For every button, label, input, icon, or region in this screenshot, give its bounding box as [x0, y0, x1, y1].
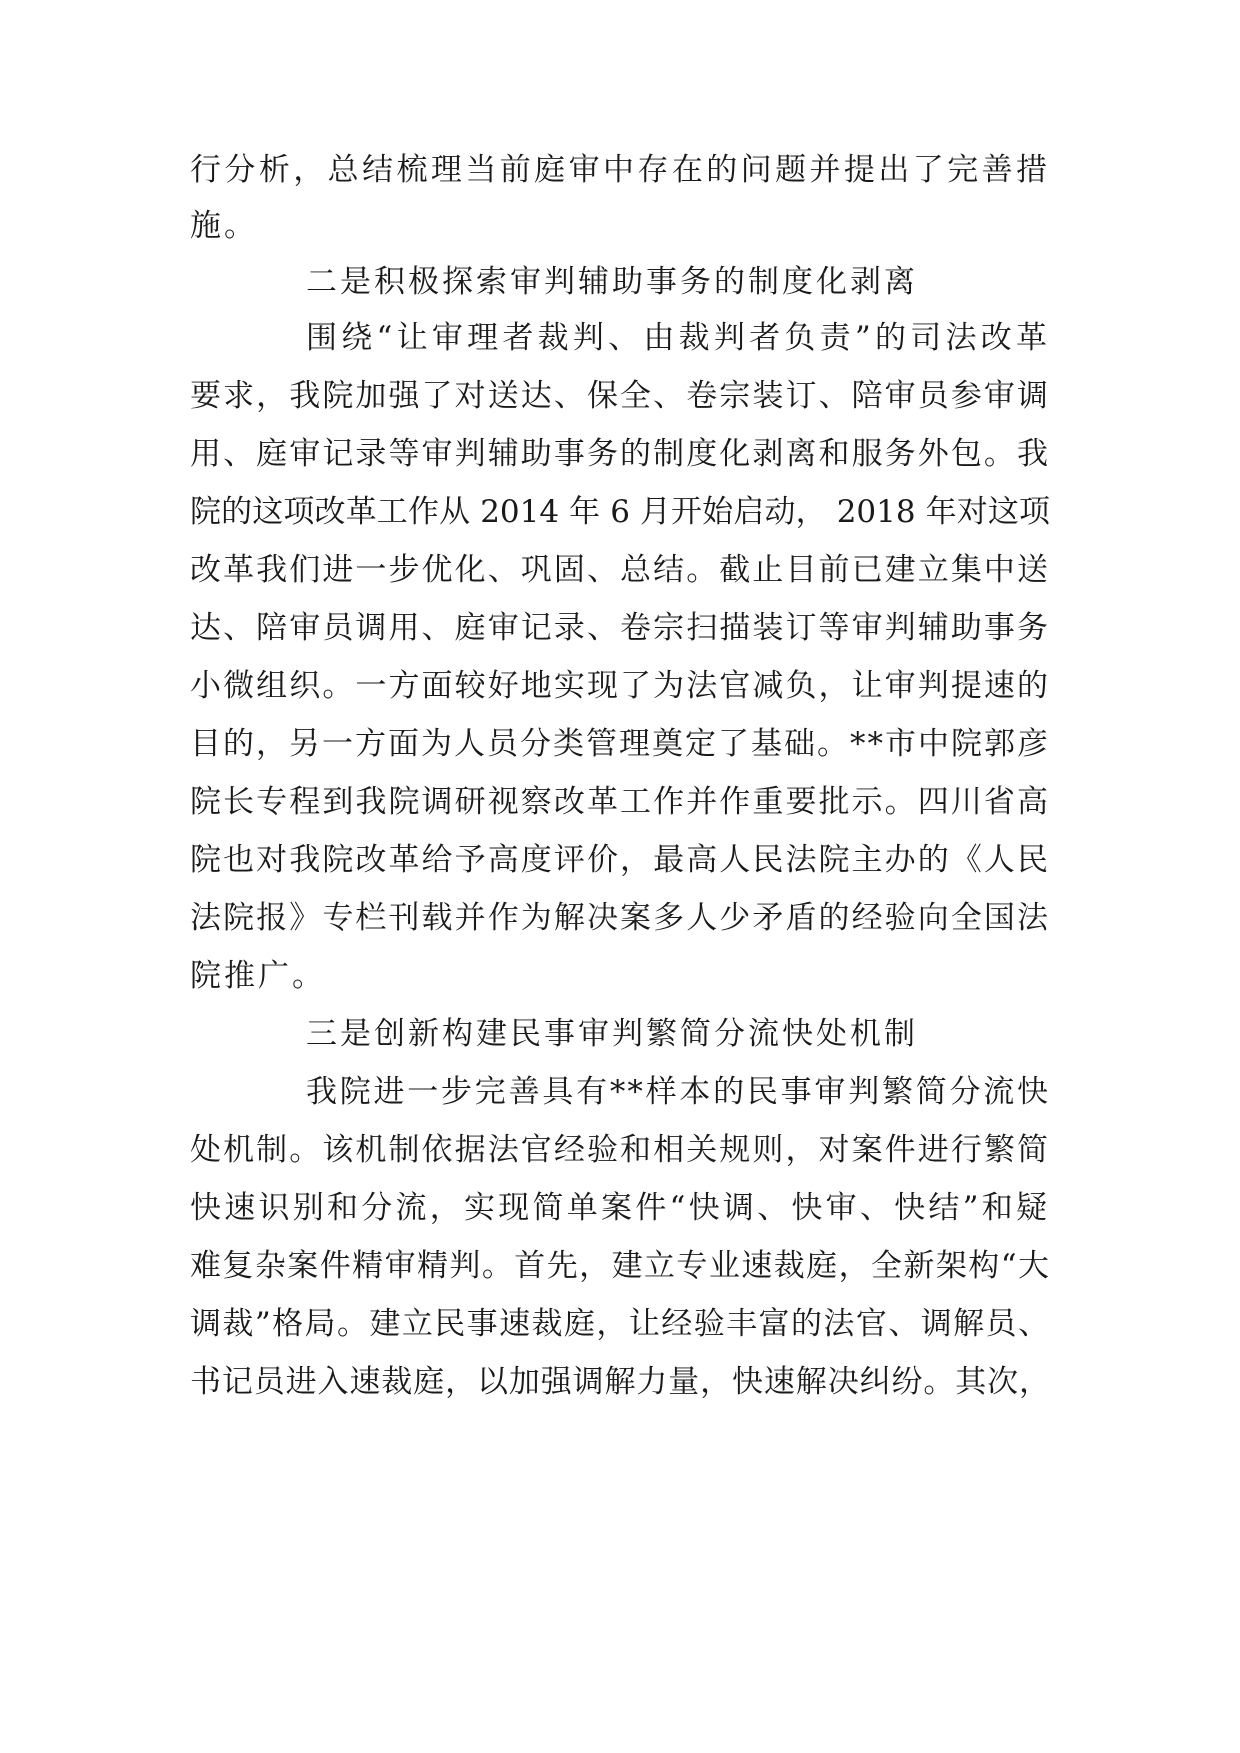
body-line-17: 我院进一步完善具有**样本的民事审判繁简分流快: [306, 1074, 1050, 1110]
section-heading-2: 二是积极探索审判辅助事务的制度化剥离: [306, 264, 918, 300]
body-line-2: 施。: [190, 208, 258, 244]
body-line-14: 法院报》专栏刊载并作为解决案多人少矛盾的经验向全国法: [190, 900, 1050, 936]
body-line-21: 调裁”格局。建立民事速裁庭，让经验丰富的法官、调解员、: [190, 1306, 1050, 1342]
body-line-9: 达、陪审员调用、庭审记录、卷宗扫描装订等审判辅助事务: [190, 610, 1050, 646]
body-line-10: 小微组织。一方面较好地实现了为法官减负，让审判提速的: [190, 668, 1050, 704]
body-line-12: 院长专程到我院调研视察改革工作并作重要批示。四川省高: [190, 784, 1050, 820]
body-line-18: 处机制。该机制依据法官经验和相关规则，对案件进行繁简: [190, 1132, 1050, 1168]
body-line-8: 改革我们进一步优化、巩固、总结。截止目前已建立集中送: [190, 552, 1050, 588]
body-line-19: 快速识别和分流，实现简单案件“快调、快审、快结”和疑: [190, 1190, 1050, 1226]
body-line-4: 围绕“让审理者裁判、由裁判者负责”的司法改革: [306, 320, 1050, 356]
body-line-7: 院的这项改革工作从 2014 年 6 月开始启动， 2018 年对这项: [190, 494, 1050, 530]
body-line-22: 书记员进入速裁庭，以加强调解力量，快速解决纠纷。其次，: [190, 1364, 1050, 1400]
body-line-1: 行分析，总结梳理当前庭审中存在的问题并提出了完善措: [190, 152, 1050, 188]
body-line-20: 难复杂案件精审精判。首先，建立专业速裁庭，全新架构“大: [190, 1248, 1050, 1284]
body-line-6: 用、庭审记录等审判辅助事务的制度化剥离和服务外包。我: [190, 436, 1050, 472]
body-line-11: 目的，另一方面为人员分类管理奠定了基础。**市中院郭彦: [190, 726, 1050, 762]
body-line-13: 院也对我院改革给予高度评价，最高人民法院主办的《人民: [190, 842, 1050, 878]
section-heading-3: 三是创新构建民事审判繁简分流快处机制: [306, 1016, 918, 1052]
body-line-5: 要求，我院加强了对送达、保全、卷宗装订、陪审员参审调: [190, 378, 1050, 414]
body-line-15: 院推广。: [190, 958, 326, 994]
